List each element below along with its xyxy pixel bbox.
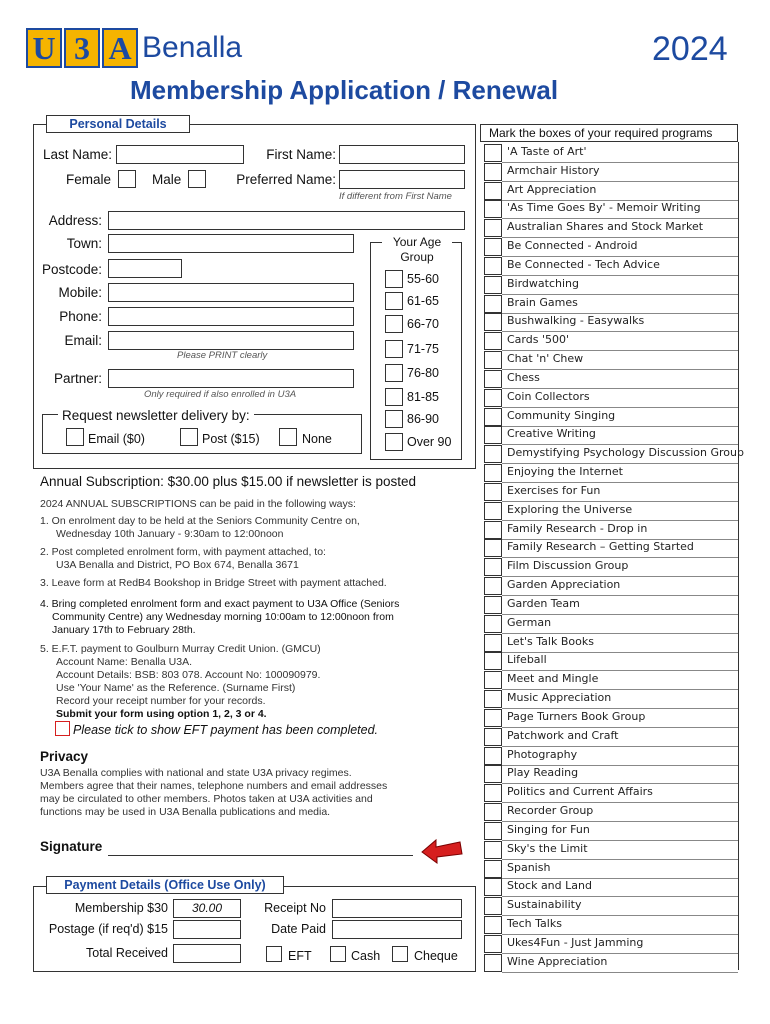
- program-checkbox[interactable]: [484, 558, 502, 576]
- female-label: Female: [66, 172, 112, 187]
- form-year: 2024: [652, 30, 728, 68]
- logo-text: Benalla: [142, 31, 243, 64]
- program-label: Sustainability: [507, 898, 582, 911]
- cheque-checkbox[interactable]: [392, 946, 408, 962]
- age-checkbox[interactable]: [385, 410, 403, 428]
- program-row-divider: [502, 953, 738, 954]
- program-checkbox[interactable]: [484, 634, 502, 652]
- partner-label: Partner:: [53, 371, 102, 386]
- age-group-title-line2: Group: [400, 250, 434, 264]
- age-checkbox[interactable]: [385, 433, 403, 451]
- cheque-label: Cheque: [414, 949, 458, 963]
- programs-right-border: [738, 142, 739, 970]
- program-row-divider: [502, 727, 738, 728]
- date-paid-field[interactable]: [332, 920, 462, 939]
- program-row-divider: [502, 859, 738, 860]
- program-label: Garden Appreciation: [507, 578, 621, 591]
- age-checkbox[interactable]: [385, 292, 403, 310]
- program-row-divider: [502, 407, 738, 408]
- subscription-item4-line-c: January 17th to February 28th.: [52, 624, 196, 636]
- program-checkbox[interactable]: [484, 313, 502, 331]
- age-label: 71-75: [407, 342, 439, 356]
- age-label: 86-90: [407, 412, 439, 426]
- total-received-label: Total Received: [86, 946, 168, 960]
- program-row-divider: [502, 915, 738, 916]
- program-checkbox[interactable]: [484, 521, 502, 539]
- subscription-item4: [40, 598, 399, 637]
- program-checkbox[interactable]: [484, 257, 502, 275]
- privacy-line-4: functions may be used in U3A Benalla publications and media.: [40, 806, 331, 818]
- program-label: Australian Shares and Stock Market: [507, 220, 704, 233]
- eft-complete-label: Please tick to show EFT payment has been completed.: [73, 723, 379, 737]
- partner-note: Only required if also enrolled in U3A: [144, 389, 297, 400]
- program-checkbox[interactable]: [484, 935, 502, 953]
- program-label: Be Connected - Android: [507, 239, 638, 252]
- u3a-logo: [26, 28, 242, 68]
- subscription-intro: 2024 ANNUAL SUBSCRIPTIONS can be paid in the following ways:: [40, 498, 356, 510]
- program-row-divider: [502, 595, 738, 596]
- program-checkbox[interactable]: [484, 276, 502, 294]
- program-checkbox[interactable]: [484, 200, 502, 218]
- subscription-submit-note: Submit your form using option 1, 2, 3 or 4.: [56, 708, 267, 720]
- program-row-divider: [502, 783, 738, 784]
- program-label: Lifeball: [507, 653, 547, 666]
- program-row-divider: [502, 331, 738, 332]
- program-label: Armchair History: [507, 164, 600, 177]
- program-label: Exploring the Universe: [507, 503, 633, 516]
- age-label: Over 90: [407, 435, 452, 449]
- program-label: Recorder Group: [507, 804, 594, 817]
- newsletter-email-label: Email ($0): [88, 432, 145, 446]
- program-row-divider: [502, 463, 738, 464]
- subscription-item5-line-c: Account Details: BSB: 803 078. Account No: 100090979.: [56, 669, 321, 681]
- program-row-divider: [502, 388, 738, 389]
- program-label: Page Turners Book Group: [507, 710, 646, 723]
- program-row-divider: [502, 896, 738, 897]
- program-label: Brain Games: [507, 296, 578, 309]
- subscription-item4-line-b: Community Centre) any Wednesday morning 10:00am to 12:00noon from: [52, 611, 394, 623]
- total-received-field[interactable]: [173, 944, 241, 963]
- age-label: 61-65: [407, 294, 439, 308]
- program-label: Chat 'n' Chew: [507, 352, 584, 365]
- page-title: Membership Application / Renewal: [130, 75, 559, 105]
- program-label: Cards '500': [507, 333, 570, 346]
- program-label: Play Reading: [507, 766, 579, 779]
- first-name-label: First Name:: [266, 147, 336, 162]
- program-row-divider: [502, 557, 738, 558]
- subscription-item1: [40, 515, 360, 541]
- program-row-divider: [502, 708, 738, 709]
- program-label: Bushwalking - Easywalks: [507, 314, 645, 327]
- program-label: Singing for Fun: [507, 823, 590, 836]
- program-checkbox[interactable]: [484, 615, 502, 633]
- phone-label: Phone:: [59, 309, 102, 324]
- program-row-divider: [502, 162, 738, 163]
- eft-label: EFT: [288, 949, 312, 963]
- program-label: Creative Writing: [507, 427, 596, 440]
- program-checkbox[interactable]: [484, 652, 502, 670]
- subscription-item5: [40, 643, 321, 721]
- postage-field[interactable]: [173, 920, 241, 939]
- program-row-divider: [502, 237, 738, 238]
- address-field[interactable]: [108, 211, 465, 230]
- program-row-divider: [502, 840, 738, 841]
- membership-fee-label: Membership $30: [74, 901, 168, 915]
- program-label: Wine Appreciation: [507, 955, 608, 968]
- eft-checkbox[interactable]: [266, 946, 282, 962]
- program-checkbox[interactable]: [484, 841, 502, 859]
- male-checkbox[interactable]: [188, 170, 206, 188]
- program-checkbox[interactable]: [484, 426, 502, 444]
- program-checkbox[interactable]: [484, 351, 502, 369]
- program-label: Politics and Current Affairs: [507, 785, 653, 798]
- program-row-divider: [502, 689, 738, 690]
- date-paid-label: Date Paid: [271, 922, 326, 936]
- membership-fee-value: 30.00: [191, 901, 223, 915]
- program-checkbox[interactable]: [484, 539, 502, 557]
- age-label: 66-70: [407, 317, 439, 331]
- program-label: Photography: [507, 748, 578, 761]
- program-checkbox[interactable]: [484, 577, 502, 595]
- program-checkbox[interactable]: [484, 408, 502, 426]
- age-checkbox[interactable]: [385, 340, 403, 358]
- program-label: Music Appreciation: [507, 691, 612, 704]
- program-row-divider: [502, 972, 738, 973]
- subscription-item5-line-a: 5. E.F.T. payment to Goulburn Murray Credit Union. (GMCU): [40, 643, 321, 655]
- last-name-label: Last Name:: [42, 147, 112, 162]
- program-label: Community Singing: [507, 409, 616, 422]
- newsletter-none-label: None: [302, 432, 332, 446]
- program-row-divider: [502, 444, 738, 445]
- logo-letter-a: A: [102, 28, 138, 68]
- program-row-divider: [502, 670, 738, 671]
- newsletter-post-label: Post ($15): [202, 432, 260, 446]
- program-checkbox[interactable]: [484, 596, 502, 614]
- program-checkbox[interactable]: [484, 954, 502, 972]
- program-row-divider: [502, 350, 738, 351]
- subscription-item1-line-a: 1. On enrolment day to be held at the Seniors Community Centre on,: [40, 515, 360, 527]
- postcode-label: Postcode:: [41, 262, 102, 277]
- program-checkbox[interactable]: [484, 483, 502, 501]
- print-clearly-note: Please PRINT clearly: [177, 350, 268, 361]
- subscription-item2-line-a: 2. Post completed enrolment form, with payment attached, to:: [40, 546, 326, 558]
- program-row-divider: [502, 934, 738, 935]
- program-checkbox[interactable]: [484, 747, 502, 765]
- program-checkbox[interactable]: [484, 502, 502, 520]
- program-label: Tech Talks: [507, 917, 562, 930]
- privacy-line-1: U3A Benalla complies with national and state U3A privacy regimes.: [40, 767, 352, 779]
- program-row-divider: [502, 633, 738, 634]
- program-row-divider: [502, 614, 738, 615]
- personal-details-tab: Personal Details: [46, 115, 190, 133]
- program-checkbox[interactable]: [484, 690, 502, 708]
- postcode-field[interactable]: [108, 259, 182, 278]
- program-row-divider: [502, 218, 738, 219]
- subscription-heading: Annual Subscription: $30.00 plus $15.00 if newsletter is posted: [40, 474, 416, 489]
- signature-label: Signature: [40, 839, 103, 854]
- program-label: Birdwatching: [507, 277, 579, 290]
- privacy-line-2: Members agree that their names, telephone numbers and email addresses: [40, 780, 388, 792]
- program-label: Be Connected - Tech Advice: [507, 258, 660, 271]
- newsletter-label: Request newsletter delivery by:: [58, 408, 254, 423]
- privacy-text: [40, 767, 387, 819]
- newsletter-email-checkbox[interactable]: [66, 428, 84, 446]
- postage-label: Postage (if req'd) $15: [48, 922, 168, 936]
- payment-tab: Payment Details (Office Use Only): [46, 876, 284, 894]
- first-name-field[interactable]: [339, 145, 465, 164]
- program-label: Stock and Land: [507, 879, 592, 892]
- subscription-item5-line-b: Account Name: Benalla U3A.: [56, 656, 192, 668]
- address-label: Address:: [48, 213, 102, 228]
- program-checkbox[interactable]: [484, 897, 502, 915]
- age-checkbox[interactable]: [385, 315, 403, 333]
- program-row-divider: [502, 369, 738, 370]
- mobile-label: Mobile:: [58, 285, 102, 300]
- last-name-field[interactable]: [116, 145, 244, 164]
- program-label: Sky's the Limit: [507, 842, 588, 855]
- program-label: Ukes4Fun - Just Jamming: [507, 936, 644, 949]
- program-label: Garden Team: [507, 597, 580, 610]
- program-label: Family Research - Drop in: [507, 522, 648, 535]
- privacy-heading: Privacy: [40, 749, 89, 764]
- red-arrow-icon: [420, 836, 464, 864]
- program-checkbox[interactable]: [484, 163, 502, 181]
- program-row-divider: [502, 576, 738, 577]
- age-label: 76-80: [407, 366, 439, 380]
- program-label: Exercises for Fun: [507, 484, 601, 497]
- subscription-item4-line-a: 4. Bring completed enrolment form and exact payment to U3A Office (Seniors: [40, 598, 400, 610]
- program-label: Family Research – Getting Started: [507, 540, 694, 553]
- program-label: Let's Talk Books: [507, 635, 594, 648]
- town-label: Town:: [66, 236, 102, 251]
- male-label: Male: [152, 172, 182, 187]
- programs-header: Mark the boxes of your required programs: [480, 124, 738, 142]
- program-row-divider: [502, 256, 738, 257]
- age-checkbox[interactable]: [385, 388, 403, 406]
- program-checkbox[interactable]: [484, 182, 502, 200]
- subscription-item3: 3. Leave form at RedB4 Bookshop in Bridge Street with payment attached.: [40, 577, 387, 589]
- subscription-item5-line-d: Use 'Your Name' as the Reference. (Surname First): [56, 682, 296, 694]
- program-label: Meet and Mingle: [507, 672, 599, 685]
- age-group-title: [382, 235, 452, 265]
- program-row-divider: [502, 275, 738, 276]
- program-checkbox[interactable]: [484, 332, 502, 350]
- program-row-divider: [502, 802, 738, 803]
- eft-complete-checkbox[interactable]: [55, 721, 70, 736]
- program-row-divider: [502, 181, 738, 182]
- program-label: Chess: [507, 371, 540, 384]
- logo-letter-3: 3: [64, 28, 100, 68]
- cash-label: Cash: [351, 949, 381, 963]
- age-label: 81-85: [407, 390, 439, 404]
- program-checkbox[interactable]: [484, 709, 502, 727]
- program-checkbox[interactable]: [484, 445, 502, 463]
- email-field[interactable]: [108, 331, 354, 350]
- program-checkbox[interactable]: [484, 295, 502, 313]
- preferred-name-field[interactable]: [339, 170, 465, 189]
- program-checkbox[interactable]: [484, 464, 502, 482]
- preferred-name-note: If different from First Name: [339, 191, 452, 202]
- program-label: Art Appreciation: [507, 183, 597, 196]
- program-checkbox[interactable]: [484, 916, 502, 934]
- program-label: Coin Collectors: [507, 390, 590, 403]
- program-label: German: [507, 616, 552, 629]
- partner-field[interactable]: [108, 369, 354, 388]
- program-row-divider: [502, 482, 738, 483]
- age-label: 55-60: [407, 272, 439, 286]
- program-row-divider: [502, 746, 738, 747]
- subscription-item2: [40, 546, 326, 572]
- newsletter-post-checkbox[interactable]: [180, 428, 198, 446]
- program-label: Spanish: [507, 861, 551, 874]
- preferred-name-label: Preferred Name:: [236, 172, 336, 187]
- signature-line[interactable]: [108, 855, 413, 856]
- program-label: 'A Taste of Art': [507, 145, 587, 158]
- program-checkbox[interactable]: [484, 238, 502, 256]
- program-checkbox[interactable]: [484, 765, 502, 783]
- age-checkbox[interactable]: [385, 364, 403, 382]
- program-label: Film Discussion Group: [507, 559, 629, 572]
- program-row-divider: [502, 294, 738, 295]
- subscription-item1-line-b: Wednesday 10th January - 9:30am to 12:00noon: [56, 528, 284, 540]
- program-checkbox[interactable]: [484, 370, 502, 388]
- program-checkbox[interactable]: [484, 803, 502, 821]
- subscription-item5-line-e: Record your receipt number for your records.: [56, 695, 266, 707]
- phone-field[interactable]: [108, 307, 354, 326]
- program-checkbox[interactable]: [484, 144, 502, 162]
- subscription-item2-line-b: U3A Benalla and District, PO Box 674, Benalla 3671: [56, 559, 299, 571]
- email-label: Email:: [64, 333, 102, 348]
- receipt-no-field[interactable]: [332, 899, 462, 918]
- program-checkbox[interactable]: [484, 822, 502, 840]
- age-group-title-line1: Your Age: [392, 235, 442, 249]
- program-checkbox[interactable]: [484, 671, 502, 689]
- program-checkbox[interactable]: [484, 784, 502, 802]
- program-label: 'As Time Goes By' - Memoir Writing: [507, 201, 701, 214]
- program-label: Patchwork and Craft: [507, 729, 619, 742]
- privacy-line-3: may be circulated to other members. Photos taken at U3A activities and: [40, 793, 373, 805]
- program-checkbox[interactable]: [484, 878, 502, 896]
- female-checkbox[interactable]: [118, 170, 136, 188]
- program-checkbox[interactable]: [484, 860, 502, 878]
- cash-checkbox[interactable]: [330, 946, 346, 962]
- age-checkbox[interactable]: [385, 270, 403, 288]
- program-row-divider: [502, 501, 738, 502]
- program-row-divider: [502, 520, 738, 521]
- program-checkbox[interactable]: [484, 219, 502, 237]
- program-label: Enjoying the Internet: [507, 465, 623, 478]
- town-field[interactable]: [108, 234, 354, 253]
- program-label: Demystifying Psychology Discussion Group: [507, 446, 744, 459]
- mobile-field[interactable]: [108, 283, 354, 302]
- program-checkbox[interactable]: [484, 389, 502, 407]
- program-checkbox[interactable]: [484, 728, 502, 746]
- logo-letter-u: U: [26, 28, 62, 68]
- newsletter-none-checkbox[interactable]: [279, 428, 297, 446]
- membership-fee-field[interactable]: [173, 899, 241, 918]
- program-row-divider: [502, 821, 738, 822]
- receipt-no-label: Receipt No: [264, 901, 326, 915]
